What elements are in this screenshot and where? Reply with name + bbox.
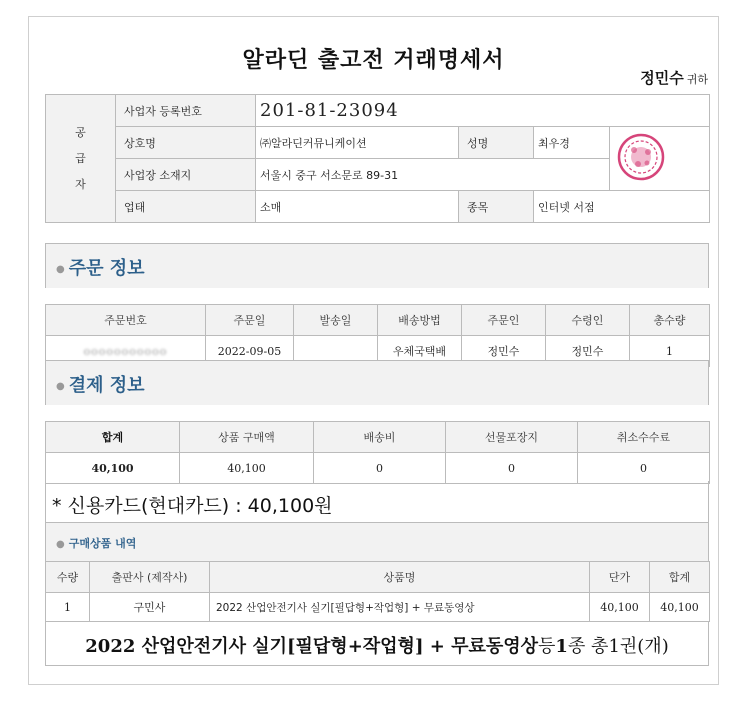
payment-row bbox=[46, 453, 710, 484]
invoice-page bbox=[28, 16, 719, 685]
order-header-delivery: 배송방법 bbox=[378, 305, 462, 336]
biz-type-label: 업태 bbox=[116, 191, 256, 223]
supplier-table bbox=[45, 94, 710, 223]
ceo-value: 최우경 bbox=[534, 127, 610, 159]
table-row bbox=[46, 593, 710, 622]
purchased-items-title: 구매상품 내역 bbox=[68, 537, 137, 550]
order-header-ship-date: 발송일 bbox=[294, 305, 378, 336]
payment-method-note bbox=[45, 481, 709, 526]
payment-method-text: * 신용카드(현대카드) : 40,100원 bbox=[52, 495, 333, 517]
payment-shipping: 0 bbox=[314, 453, 446, 484]
biz-type-value: 소매 bbox=[256, 191, 459, 223]
payment-table bbox=[45, 421, 710, 484]
items-header-qty: 수량 bbox=[46, 562, 90, 593]
reg-number-label: 사업자 등록번호 bbox=[116, 95, 256, 127]
order-number-redacted: ooooooooooo bbox=[83, 344, 168, 358]
items-table bbox=[45, 561, 710, 622]
payment-gift-wrap: 0 bbox=[446, 453, 578, 484]
order-header-total-qty: 총수량 bbox=[630, 305, 710, 336]
reg-number-value: 201-81-23094 bbox=[256, 95, 710, 127]
supplier-side-label bbox=[46, 95, 116, 223]
ceo-label: 성명 bbox=[459, 127, 534, 159]
order-info-header bbox=[45, 243, 709, 288]
item-product-name: 2022 산업안전기사 실기[필답형+작업형] + 무료동영상 bbox=[210, 593, 590, 622]
order-header-orderer: 주문인 bbox=[462, 305, 546, 336]
address-value: 서울시 중구 서소문로 89-31 bbox=[256, 159, 610, 191]
bullet-icon: ● bbox=[56, 380, 65, 392]
payment-header-product-amount: 상품 구매액 bbox=[180, 422, 314, 453]
items-header-unit-price: 단가 bbox=[590, 562, 650, 593]
payment-total: 40,100 bbox=[46, 453, 180, 484]
item-unit-price: 40,100 bbox=[590, 593, 650, 622]
bullet-icon: ● bbox=[56, 263, 65, 275]
summary-count: 1 bbox=[608, 636, 620, 657]
purchased-items-header bbox=[45, 522, 709, 561]
order-header-order-no: 주문번호 bbox=[46, 305, 206, 336]
payment-header-total: 합계 bbox=[46, 422, 180, 453]
supplier-side-char-2: 급 bbox=[75, 151, 86, 165]
delivery-method: 우체국택배 bbox=[378, 336, 462, 367]
company-label: 상호명 bbox=[116, 127, 256, 159]
receiver-name: 정민수 bbox=[546, 336, 630, 367]
payment-header-gift-wrap: 선물포장지 bbox=[446, 422, 578, 453]
order-table bbox=[45, 304, 710, 367]
payment-product-amount: 40,100 bbox=[180, 453, 314, 484]
payment-info-header bbox=[45, 360, 709, 405]
stamp-cell bbox=[610, 127, 710, 191]
items-header-product: 상품명 bbox=[210, 562, 590, 593]
biz-item-value: 인터넷 서점 bbox=[534, 191, 710, 223]
items-summary-text: 2022 산업안전기사 실기[필답형+작업형] + 무료동영상등1종 총1권(개) bbox=[85, 636, 669, 657]
company-value: ㈜알라딘커뮤니케이션 bbox=[256, 127, 459, 159]
supplier-side-char-3: 자 bbox=[75, 177, 86, 191]
supplier-side-char-1: 공 bbox=[75, 125, 86, 139]
bullet-icon: ● bbox=[56, 538, 65, 550]
items-summary bbox=[45, 621, 709, 666]
address-label: 사업장 소재지 bbox=[116, 159, 256, 191]
item-publisher: 구민사 bbox=[90, 593, 210, 622]
total-quantity: 1 bbox=[630, 336, 710, 367]
payment-info-title: 결제 정보 bbox=[68, 375, 145, 396]
summary-kinds: 1 bbox=[555, 636, 568, 657]
order-header-order-date: 주문일 bbox=[206, 305, 294, 336]
payment-cancel-fee: 0 bbox=[578, 453, 710, 484]
summary-product: 2022 산업안전기사 실기[필답형+작업형] + 무료동영상 bbox=[85, 636, 539, 657]
recipient-honorific: 귀하 bbox=[686, 73, 708, 86]
order-date: 2022-09-05 bbox=[206, 336, 294, 367]
recipient bbox=[640, 67, 708, 88]
items-header-publisher: 출판사 (제작사) bbox=[90, 562, 210, 593]
order-header-receiver: 수령인 bbox=[546, 305, 630, 336]
payment-header-cancel-fee: 취소수수료 bbox=[578, 422, 710, 453]
recipient-name: 정민수 bbox=[640, 69, 684, 87]
biz-item-label: 종목 bbox=[459, 191, 534, 223]
payment-header-shipping: 배송비 bbox=[314, 422, 446, 453]
document-title: 알라딘 출고전 거래명세서 bbox=[242, 48, 505, 73]
items-header-total: 합계 bbox=[650, 562, 710, 593]
item-total: 40,100 bbox=[650, 593, 710, 622]
orderer-name: 정민수 bbox=[462, 336, 546, 367]
item-qty: 1 bbox=[46, 593, 90, 622]
order-info-title: 주문 정보 bbox=[68, 258, 145, 279]
company-seal-stamp bbox=[614, 130, 668, 184]
